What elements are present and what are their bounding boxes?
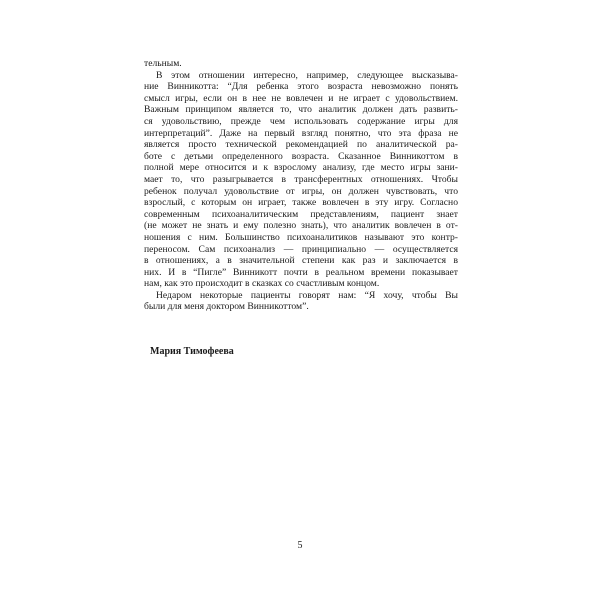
text-line: современным психоаналитическим представлениям, пациент знает [144,208,458,220]
body-text [144,58,458,313]
text-line: Недаром некоторые пациенты говорят нам: “Я хочу, чтобы Вы [156,289,458,301]
text-line: В этом отношении интересно, например, следующее высказыва- [156,69,458,81]
text-line: полной мере относится и к взрослому анализу, где место игры зани- [144,162,458,174]
text-line: смысл игры, если он в нее не вовлечен и не играет с удовольствием. [144,92,458,104]
text-line: (не может не знать и ему полезно знать), что аналитик вовлечен в от- [144,220,458,232]
text-line: Важным принципом является то, что аналитик должен дать развить- [144,104,458,116]
text-line: нам, как это происходит в сказках со счастливым концом. [144,278,380,290]
text-line: взрослый, с которым он играет, также вовлечен в эту игру. Согласно [144,197,458,209]
text-line: интерпретаций”. Даже на первый взгляд понятно, что эта фраза не [144,127,458,139]
text-line: тельным. [144,58,182,69]
author-name: Мария Тимофеева [150,346,234,357]
text-line: были для меня доктором Винникоттом”. [144,301,309,313]
text-line: ношения с ним. Большинство психоаналитиков называют это контр- [144,231,458,243]
text-line: боте с детьми определенного возраста. Сказанное Винникоттом в [144,150,458,162]
text-line: является просто технической рекомендацией по аналитической ра- [144,139,458,151]
text-line: них. И в “Пигле” Винникотт почти в реальном времени показывает [144,266,458,278]
text-line: переносом. Сам психоанализ — принципиально — осуществляется [144,243,458,255]
text-line: в отношениях, а в значительной степени как раз и заключается в [144,255,458,267]
text-line: ребенок получал удовольствие от игры, он должен чувствовать, что [144,185,458,197]
text-line: ние Винникотта: “Для ребенка этого возраста невозможно понять [144,81,458,93]
text-line: ся удовольствию, прежде чем использовать содержание игры для [144,115,458,127]
text-line: мает то, что разыгрывается в трансферентных отношениях. Чтобы [144,173,458,185]
page-number: 5 [297,540,303,551]
